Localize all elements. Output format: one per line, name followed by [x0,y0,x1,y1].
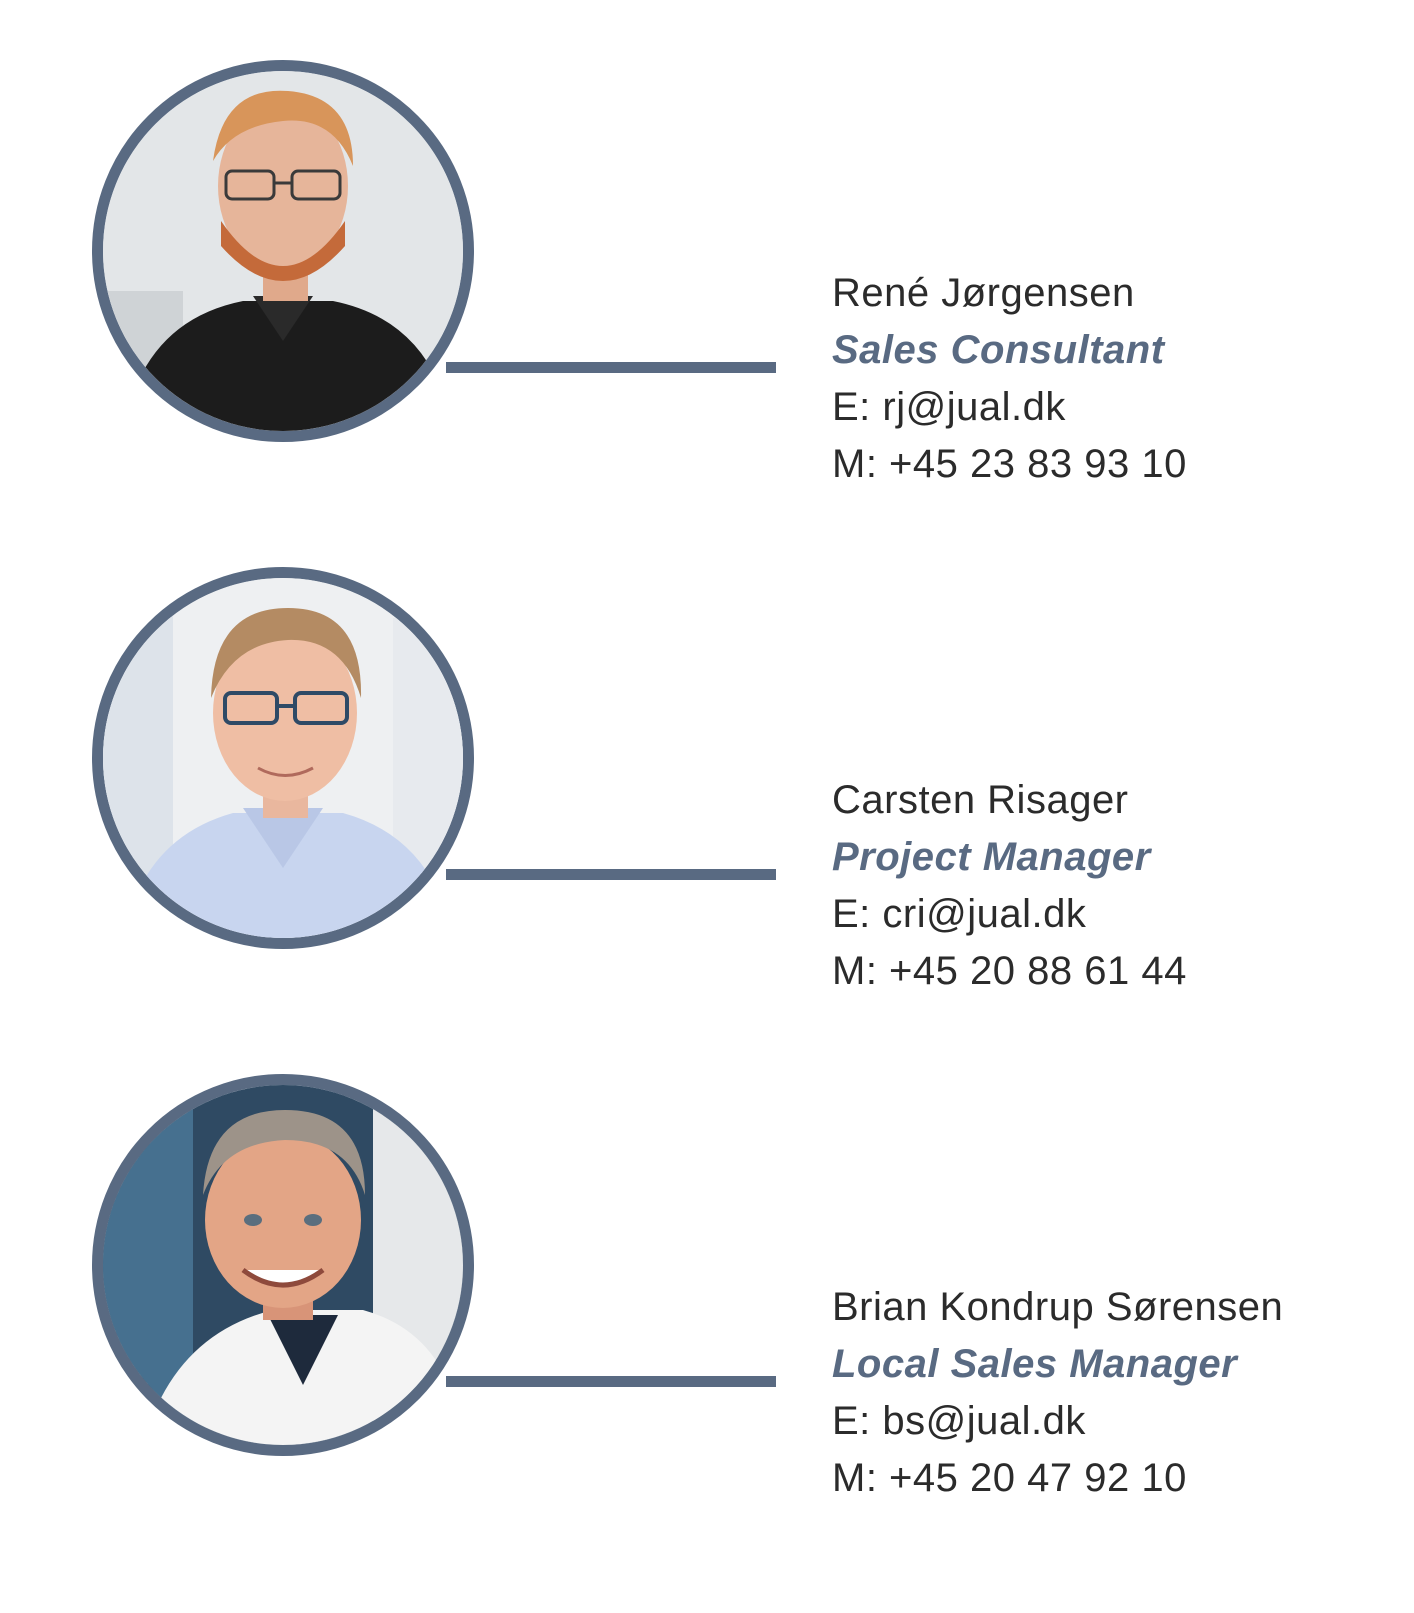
contact-name: René Jørgensen [832,271,1135,315]
contact-info [832,1279,1283,1507]
portrait-image [103,578,463,938]
portrait-image [103,71,463,431]
contact-email[interactable]: E: bs@jual.dk [832,1399,1086,1443]
contact-mobile[interactable]: M: +45 23 83 93 10 [832,442,1187,486]
contact-name: Brian Kondrup Sørensen [832,1285,1284,1329]
avatar [92,60,474,442]
contact-email[interactable]: E: rj@jual.dk [832,385,1066,429]
contact-title: Sales Consultant [832,328,1165,372]
contact-card [0,60,1414,486]
portrait-image [103,1085,463,1445]
contact-title: Local Sales Manager [832,1342,1238,1386]
contact-name: Carsten Risager [832,778,1129,822]
avatar [92,1074,474,1456]
contact-title: Project Manager [832,835,1151,879]
contact-email[interactable]: E: cri@jual.dk [832,892,1087,936]
connector-line [446,1376,776,1387]
contact-mobile[interactable]: M: +45 20 47 92 10 [832,1456,1187,1500]
contact-info [832,265,1187,493]
contact-mobile[interactable]: M: +45 20 88 61 44 [832,949,1187,993]
connector-line [446,869,776,880]
connector-line [446,362,776,373]
contact-card [0,567,1414,993]
avatar [92,567,474,949]
contact-card [0,1074,1414,1500]
contact-info [832,772,1187,1000]
